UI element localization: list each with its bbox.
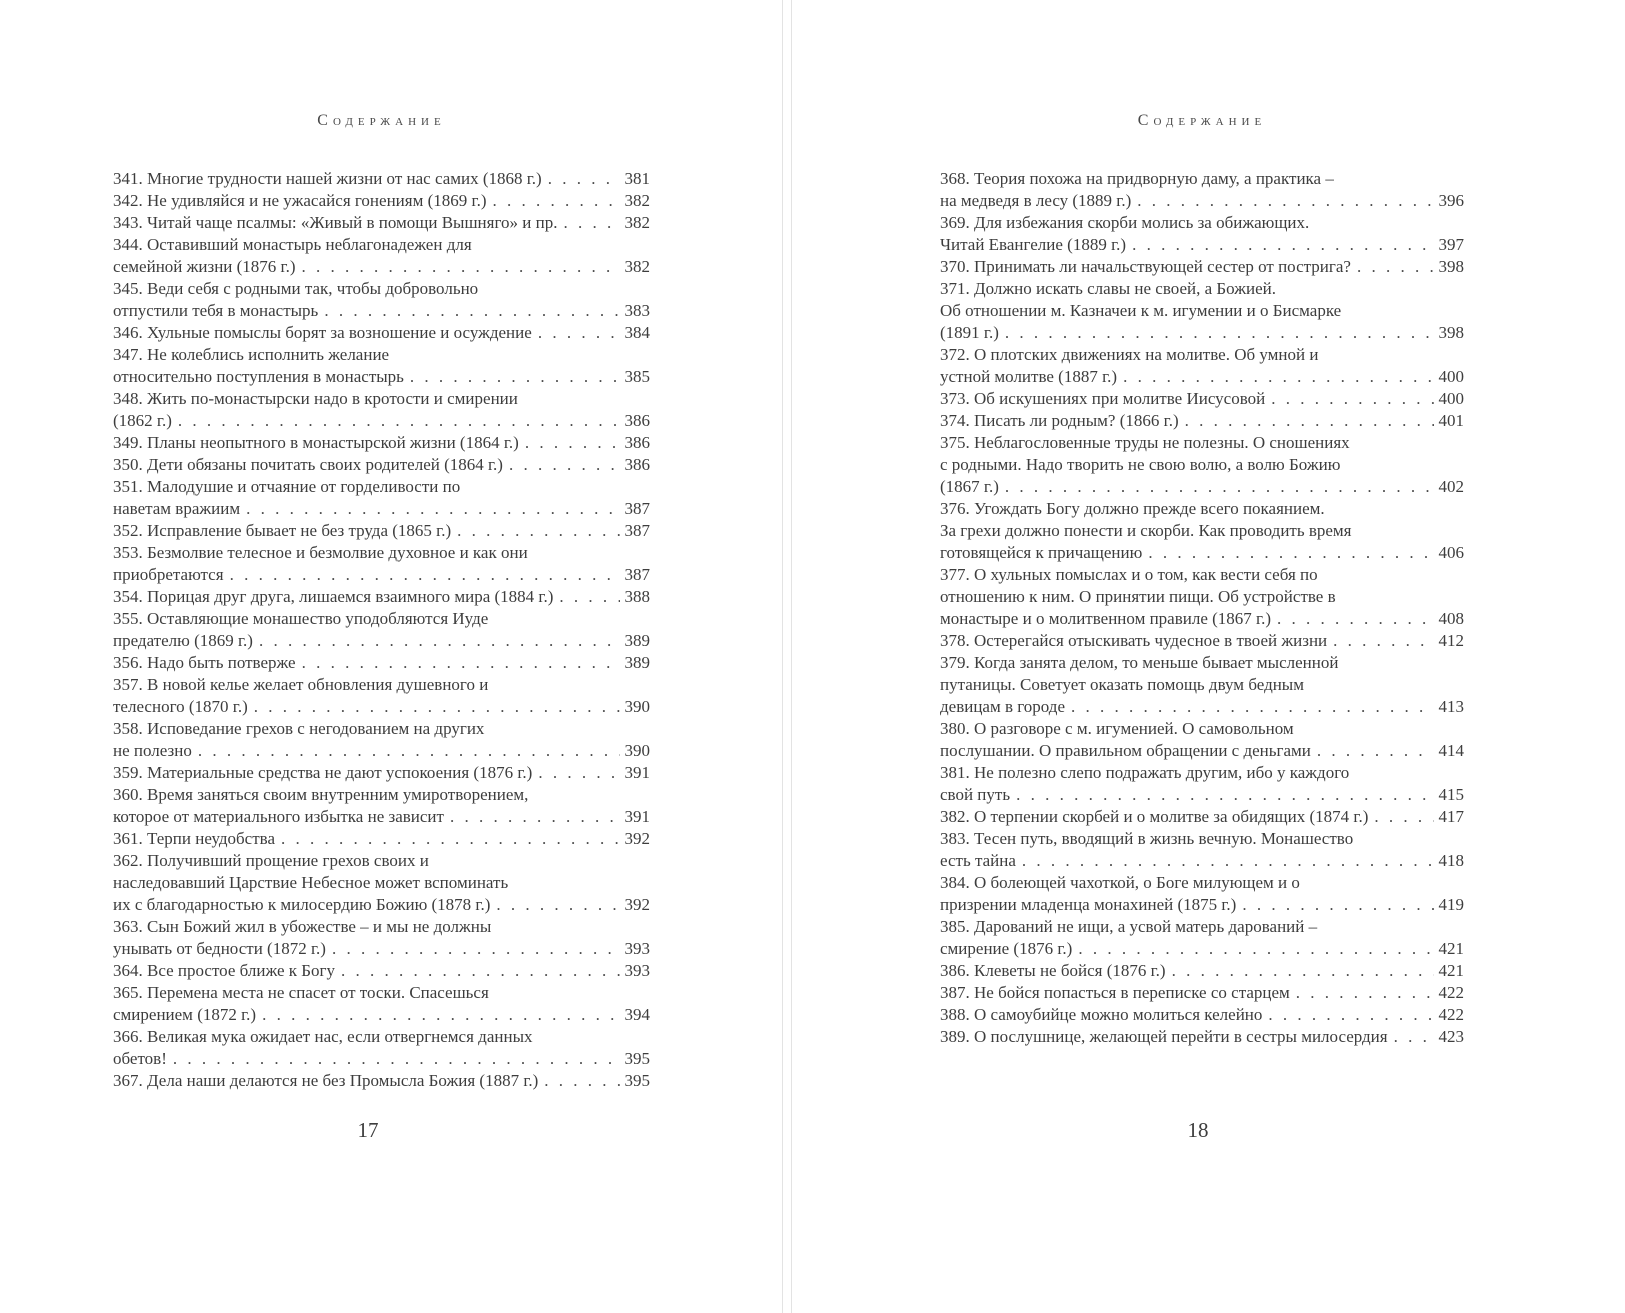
toc-entry-page-number: 389 [624, 653, 650, 672]
toc-entry-page-number: 382 [624, 257, 650, 276]
toc-line [113, 300, 650, 322]
dot-leader [1277, 608, 1433, 630]
toc-entry-text: 379. Когда занята делом, то меньше бывает мысленной [940, 653, 1339, 672]
toc-entry-page-number: 390 [624, 697, 650, 716]
toc-line [113, 850, 650, 872]
toc-line [940, 872, 1464, 894]
toc-line [940, 960, 1464, 982]
toc-line [113, 322, 650, 344]
toc-entry-page-number: 383 [624, 301, 650, 320]
toc-line [113, 476, 650, 498]
toc-entry-text: 348. Жить по-монастырски надо в кротости и смирении [113, 389, 518, 408]
toc-line [113, 432, 650, 454]
toc-entry-text: (1891 г.) [940, 323, 999, 342]
toc-line [113, 938, 650, 960]
dot-leader [332, 938, 620, 960]
toc-entry-text: есть тайна [940, 851, 1016, 870]
dot-leader [1374, 806, 1433, 828]
toc-line [940, 1004, 1464, 1026]
toc-entry-page-number: 386 [624, 411, 650, 430]
dot-leader [1296, 982, 1434, 1004]
toc-entry-text: 369. Для избежания скорби молись за обижающих. [940, 213, 1310, 232]
toc-entry-text: 361. Терпи неудобства [113, 829, 275, 848]
toc-line [940, 982, 1464, 1004]
dot-leader [457, 520, 619, 542]
toc-entry-page-number: 418 [1438, 851, 1464, 870]
toc-line [113, 806, 650, 828]
toc-entry-text: на медведя в лесу (1889 г.) [940, 191, 1132, 210]
toc-entry-page-number: 387 [624, 565, 650, 584]
toc-header-right: Содержание [1137, 112, 1267, 129]
toc-entry-text: свой путь [940, 785, 1011, 804]
toc-entry-page-number: 415 [1438, 785, 1464, 804]
toc-line [113, 586, 650, 608]
dot-leader [324, 300, 619, 322]
toc-line [113, 828, 650, 850]
toc-entry-page-number: 393 [624, 939, 650, 958]
toc-entry-text: отпустили тебя в монастырь [113, 301, 319, 320]
toc-entry-text: 370. Принимать ли начальствующей сестер от пострига? [940, 257, 1351, 276]
toc-entry-page-number: 382 [624, 191, 650, 210]
toc-line [940, 718, 1464, 740]
toc-line [940, 938, 1464, 960]
dot-leader [450, 806, 620, 828]
toc-entry-text: (1867 г.) [940, 477, 999, 496]
toc-entry-text: смирением (1872 г.) [113, 1005, 257, 1024]
toc-line [940, 674, 1464, 696]
toc-entry-page-number: 392 [624, 829, 650, 848]
dot-leader [538, 322, 620, 344]
toc-entry-text: 381. Не полезно слепо подражать другим, ибо у каждого [940, 763, 1350, 782]
toc-entry-text: 344. Оставивший монастырь неблагонадежен для [113, 235, 472, 254]
toc-entry-text: девицам в городе [940, 697, 1066, 716]
toc-entry-page-number: 398 [1438, 257, 1464, 276]
toc-entry-text: 383. Тесен путь, вводящий в жизнь вечную. Монашество [940, 829, 1354, 848]
toc-entry-text: 389. О послушнице, желающей перейти в сестры милосердия [940, 1027, 1388, 1046]
toc-entry-text: 358. Исповедание грехов с негодованием на других [113, 719, 485, 738]
toc-line [940, 762, 1464, 784]
toc-line [940, 806, 1464, 828]
toc-entry-page-number: 419 [1438, 895, 1464, 914]
dot-leader [544, 1070, 619, 1092]
toc-entry-text: 364. Все простое ближе к Богу [113, 961, 336, 980]
toc-line [940, 608, 1464, 630]
toc-entry-text: 342. Не удивляйся и не ужасайся гонениям (1869 г.) [113, 191, 487, 210]
toc-line [940, 740, 1464, 762]
toc-entry-page-number: 400 [1438, 367, 1464, 386]
toc-entry-text: 345. Веди себя с родными так, чтобы добровольно [113, 279, 479, 298]
toc-entry-text: 388. О самоубийце можно молиться келейно [940, 1005, 1263, 1024]
toc-line [940, 410, 1464, 432]
toc-entry-page-number: 408 [1438, 609, 1464, 628]
toc-entry-text: Читай Евангелие (1889 г.) [940, 235, 1127, 254]
toc-entry-page-number: 390 [624, 741, 650, 760]
toc-entry-text: смирение (1876 г.) [940, 939, 1073, 958]
toc-entry-text: Об отношении м. Казначеи к м. игумении и о Бисмарке [940, 301, 1342, 320]
toc-entry-text: наветам вражиим [113, 499, 241, 518]
toc-line [113, 564, 650, 586]
toc-entry-text: не полезно [113, 741, 192, 760]
dot-leader [563, 212, 619, 234]
dot-leader [178, 410, 620, 432]
toc-entry-page-number: 402 [1438, 477, 1464, 496]
toc-entry-text: 357. В новой келье желает обновления душевного и [113, 675, 489, 694]
toc-entry-text: устной молитве (1887 г.) [940, 367, 1118, 386]
toc-line [940, 168, 1464, 190]
dot-leader [341, 960, 619, 982]
toc-line [113, 872, 650, 894]
toc-entry-page-number: 386 [624, 455, 650, 474]
dot-leader [492, 190, 619, 212]
toc-line [113, 542, 650, 564]
dot-leader [559, 586, 619, 608]
toc-entry-page-number: 422 [1438, 983, 1464, 1002]
toc-line [113, 520, 650, 542]
toc-entry-page-number: 406 [1438, 543, 1464, 562]
toc-line [940, 454, 1464, 476]
dot-leader [509, 454, 620, 476]
toc-entry-text: 366. Великая мука ожидает нас, если отвергнемся данных [113, 1027, 533, 1046]
toc-entry-text: 386. Клеветы не бойся (1876 г.) [940, 961, 1166, 980]
dot-leader [262, 1004, 619, 1026]
toc-list-right [940, 168, 1464, 1048]
toc-line [940, 850, 1464, 872]
toc-entry-page-number: 421 [1438, 961, 1464, 980]
dot-leader [1071, 696, 1433, 718]
toc-entry-page-number: 384 [624, 323, 650, 342]
page-number-left: 17 [357, 1118, 379, 1142]
dot-leader [538, 762, 619, 784]
toc-line [940, 784, 1464, 806]
page-number-right: 18 [1187, 1118, 1209, 1142]
toc-entry-text: послушании. О правильном обращении с деньгами [940, 741, 1311, 760]
toc-line [940, 586, 1464, 608]
dot-leader [1005, 322, 1434, 344]
toc-line [940, 388, 1464, 410]
toc-entry-text: 375. Неблагословенные труды не полезны. О сношениях [940, 433, 1350, 452]
dot-leader [1123, 366, 1433, 388]
toc-line [113, 762, 650, 784]
toc-entry-page-number: 385 [624, 367, 650, 386]
toc-line [113, 630, 650, 652]
toc-entry-page-number: 422 [1438, 1005, 1464, 1024]
toc-entry-page-number: 401 [1438, 411, 1464, 430]
toc-entry-text: 359. Материальные средства не дают успокоения (1876 г.) [113, 763, 533, 782]
toc-entry-text: 365. Перемена места не спасет от тоски. Спасешься [113, 983, 489, 1002]
toc-entry-text: 349. Планы неопытного в монастырской жизни (1864 г.) [113, 433, 519, 452]
dot-leader [1271, 388, 1433, 410]
toc-entry-text: 377. О хульных помыслах и о том, как вести себя по [940, 565, 1318, 584]
toc-entry-page-number: 395 [624, 1049, 650, 1068]
toc-header-left: Содержание [317, 112, 446, 129]
dot-leader [230, 564, 620, 586]
toc-line [113, 344, 650, 366]
toc-line [113, 982, 650, 1004]
toc-line [113, 740, 650, 762]
toc-entry-text: 380. О разговоре с м. игуменией. О самовольном [940, 719, 1294, 738]
toc-entry-text: 362. Получивший прощение грехов своих и [113, 851, 429, 870]
dot-leader [496, 894, 619, 916]
toc-line [940, 190, 1464, 212]
toc-entry-text: относительно поступления в монастырь [113, 367, 404, 386]
toc-entry-text: 367. Дела наши делаются не без Промысла Божия (1887 г.) [113, 1071, 539, 1090]
toc-entry-page-number: 412 [1438, 631, 1464, 650]
toc-entry-text: телесного (1870 г.) [113, 697, 248, 716]
toc-line [940, 432, 1464, 454]
toc-line [113, 190, 650, 212]
toc-entry-text: 368. Теория похожа на придворную даму, а практика – [940, 169, 1334, 188]
toc-entry-text: семейной жизни (1876 г.) [113, 257, 296, 276]
toc-line [113, 718, 650, 740]
toc-entry-text: 352. Исправление бывает не без труда (1865 г.) [113, 521, 452, 540]
toc-line [940, 696, 1464, 718]
toc-entry-text: готовящейся к причащению [940, 543, 1143, 562]
toc-entry-page-number: 381 [624, 169, 650, 188]
toc-entry-text: 378. Остерегайся отыскивать чудесное в твоей жизни [940, 631, 1328, 650]
toc-line [113, 652, 650, 674]
dot-leader [1394, 1026, 1434, 1048]
toc-line [940, 300, 1464, 322]
dot-leader [1268, 1004, 1433, 1026]
toc-entry-page-number: 387 [624, 521, 650, 540]
toc-entry-page-number: 382 [624, 213, 650, 232]
toc-line [113, 1004, 650, 1026]
toc-entry-page-number: 387 [624, 499, 650, 518]
toc-line [113, 1026, 650, 1048]
toc-entry-page-number: 397 [1438, 235, 1464, 254]
toc-line [113, 212, 650, 234]
page-gutter-line-right [791, 0, 792, 1313]
toc-line [940, 322, 1464, 344]
dot-leader [246, 498, 619, 520]
toc-entry-text: 354. Порицая друг друга, лишаемся взаимного мира (1884 г.) [113, 587, 554, 606]
toc-entry-text: 360. Время заняться своим внутренним умиротворением, [113, 785, 529, 804]
toc-line [113, 696, 650, 718]
toc-entry-text: отношению к ним. О принятии пищи. Об устройстве в [940, 587, 1336, 606]
dot-leader [1333, 630, 1433, 652]
toc-line [113, 454, 650, 476]
toc-line [113, 366, 650, 388]
dot-leader [302, 256, 620, 278]
toc-line [940, 894, 1464, 916]
toc-entry-page-number: 398 [1438, 323, 1464, 342]
dot-leader [1317, 740, 1434, 762]
toc-entry-text: 356. Надо быть потверже [113, 653, 296, 672]
toc-entry-page-number: 396 [1438, 191, 1464, 210]
left-page [113, 112, 650, 1092]
toc-entry-page-number: 394 [624, 1005, 650, 1024]
toc-line [940, 212, 1464, 234]
toc-entry-text: 347. Не колеблись исполнить желание [113, 345, 390, 364]
toc-line [940, 344, 1464, 366]
dot-leader [410, 366, 620, 388]
toc-list-left [113, 168, 650, 1092]
toc-line [940, 366, 1464, 388]
toc-line [940, 476, 1464, 498]
toc-entry-text: приобретаются [113, 565, 224, 584]
toc-entry-text: 376. Угождать Богу должно прежде всего покаянием. [940, 499, 1325, 518]
dot-leader [1148, 542, 1433, 564]
toc-entry-page-number: 413 [1438, 697, 1464, 716]
toc-entry-page-number: 391 [624, 763, 650, 782]
toc-entry-text: 355. Оставляющие монашество уподобляются Иуде [113, 609, 489, 628]
toc-entry-text: 374. Писать ли родным? (1866 г.) [940, 411, 1179, 430]
toc-entry-text: 382. О терпении скорбей и о молитве за обидящих (1874 г.) [940, 807, 1369, 826]
toc-line [940, 256, 1464, 278]
toc-line [113, 674, 650, 696]
toc-entry-text: которое от материального избытка не зависит [113, 807, 444, 826]
toc-entry-text: 350. Дети обязаны почитать своих родителей (1864 г.) [113, 455, 503, 474]
toc-entry-text: За грехи должно понести и скорби. Как проводить время [940, 521, 1352, 540]
toc-line [113, 784, 650, 806]
toc-line [940, 278, 1464, 300]
toc-entry-text: 353. Безмолвие телесное и безмолвие духовное и как они [113, 543, 528, 562]
toc-entry-text: 346. Хульные помыслы борят за возношение и осуждение [113, 323, 532, 342]
toc-entry-text: (1862 г.) [113, 411, 172, 430]
toc-entry-page-number: 392 [624, 895, 650, 914]
toc-entry-page-number: 395 [624, 1071, 650, 1090]
dot-leader [1357, 256, 1434, 278]
toc-entry-page-number: 391 [624, 807, 650, 826]
toc-line [113, 894, 650, 916]
toc-entry-text: 385. Дарований не ищи, а усвой матерь дарований – [940, 917, 1318, 936]
toc-line [113, 916, 650, 938]
toc-entry-page-number: 386 [624, 433, 650, 452]
toc-entry-text: наследовавший Царствие Небесное может вспоминать [113, 873, 509, 892]
toc-entry-text: их с благодарностью к милосердию Божию (1878 г.) [113, 895, 491, 914]
toc-entry-page-number: 423 [1438, 1027, 1464, 1046]
toc-line [940, 234, 1464, 256]
toc-entry-text: 373. Об искушениях при молитве Иисусовой [940, 389, 1266, 408]
toc-entry-text: 371. Должно искать славы не своей, а Божией. [940, 279, 1276, 298]
toc-line [113, 278, 650, 300]
toc-line [113, 608, 650, 630]
dot-leader [1137, 190, 1433, 212]
toc-line [113, 960, 650, 982]
toc-entry-text: призрении младенца монахиней (1875 г.) [940, 895, 1237, 914]
dot-leader [281, 828, 620, 850]
toc-line [113, 168, 650, 190]
toc-line [940, 652, 1464, 674]
toc-line [113, 256, 650, 278]
dot-leader [173, 1048, 620, 1070]
dot-leader [1172, 960, 1434, 982]
toc-entry-text: 351. Малодушие и отчаяние от горделивости по [113, 477, 461, 496]
toc-line [940, 520, 1464, 542]
toc-line [940, 630, 1464, 652]
dot-leader [302, 652, 620, 674]
dot-leader [254, 696, 620, 718]
toc-entry-text: с родными. Надо творить не свою волю, а волю Божию [940, 455, 1341, 474]
toc-line [940, 828, 1464, 850]
dot-leader [1185, 410, 1434, 432]
toc-entry-text: 363. Сын Божий жил в убожестве – и мы не должны [113, 917, 492, 936]
toc-entry-page-number: 389 [624, 631, 650, 650]
toc-entry-text: предателю (1869 г.) [113, 631, 253, 650]
toc-line [113, 410, 650, 432]
dot-leader [525, 432, 620, 454]
dot-leader [548, 168, 620, 190]
dot-leader [1242, 894, 1433, 916]
toc-entry-text: путаницы. Советует оказать помощь двум бедным [940, 675, 1304, 694]
toc-entry-text: 372. О плотских движениях на молитве. Об умной и [940, 345, 1319, 364]
toc-line [113, 1070, 650, 1092]
dot-leader [1022, 850, 1434, 872]
toc-entry-text: 343. Читай чаще псалмы: «Живый в помощи Вышняго» и пр. [113, 213, 558, 232]
toc-line [940, 1026, 1464, 1048]
dot-leader [198, 740, 620, 762]
dot-leader [259, 630, 620, 652]
dot-leader [1016, 784, 1433, 806]
toc-entry-page-number: 388 [624, 587, 650, 606]
dot-leader [1078, 938, 1433, 960]
toc-entry-page-number: 414 [1438, 741, 1464, 760]
right-page [940, 112, 1464, 1048]
toc-entry-page-number: 393 [624, 961, 650, 980]
toc-line [940, 542, 1464, 564]
toc-line [940, 498, 1464, 520]
toc-line [113, 388, 650, 410]
toc-entry-page-number: 400 [1438, 389, 1464, 408]
toc-line [113, 234, 650, 256]
toc-entry-text: 384. О болеющей чахоткой, о Боге милующем и о [940, 873, 1300, 892]
toc-entry-page-number: 421 [1438, 939, 1464, 958]
toc-line [940, 916, 1464, 938]
toc-line [113, 1048, 650, 1070]
dot-leader [1132, 234, 1433, 256]
toc-line [940, 564, 1464, 586]
toc-line [113, 498, 650, 520]
toc-entry-text: 341. Многие трудности нашей жизни от нас самих (1868 г.) [113, 169, 542, 188]
toc-entry-text: унывать от бедности (1872 г.) [113, 939, 326, 958]
toc-entry-page-number: 417 [1438, 807, 1464, 826]
toc-entry-text: 387. Не бойся попасться в переписке со старцем [940, 983, 1290, 1002]
toc-entry-text: монастыре и о молитвенном правиле (1867 г.) [940, 609, 1272, 628]
dot-leader [1005, 476, 1434, 498]
toc-entry-text: обетов! [113, 1049, 167, 1068]
page-gutter-line-left [782, 0, 783, 1313]
